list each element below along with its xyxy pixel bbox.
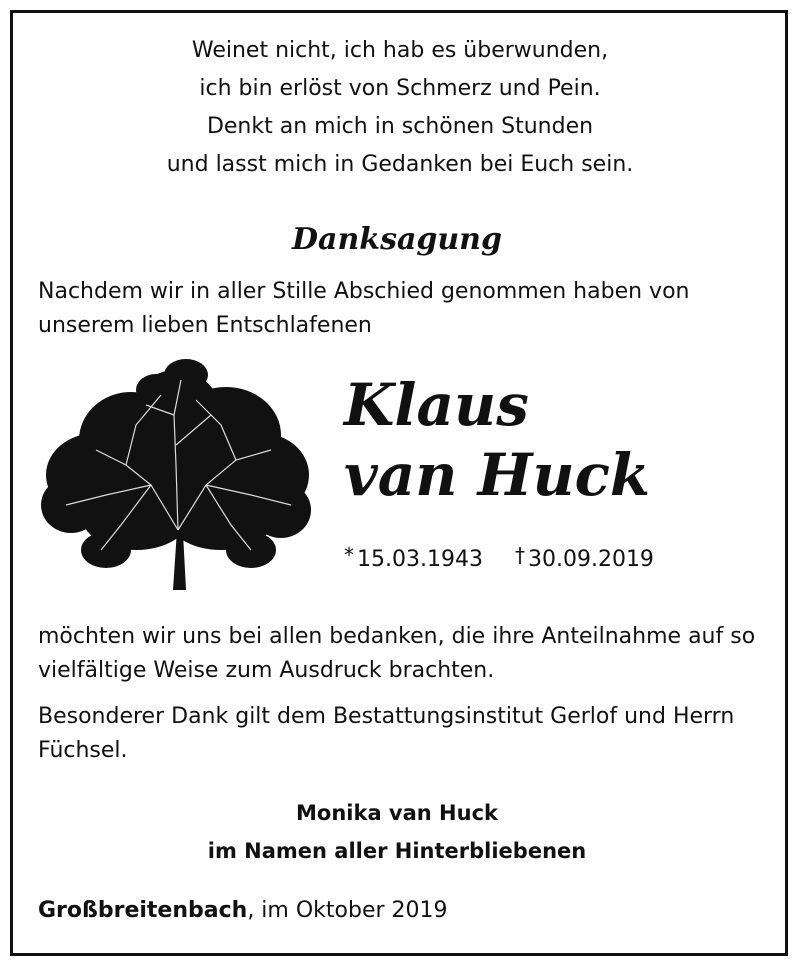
tree-silhouette-icon xyxy=(36,355,316,590)
signature xyxy=(0,794,794,870)
death-cross-icon: † xyxy=(514,543,525,567)
birth-date: 15.03.1943 xyxy=(357,547,483,572)
death-date: 30.09.2019 xyxy=(527,547,654,572)
poem-line: Denkt an mich in schönen Stunden xyxy=(206,114,594,139)
life-dates xyxy=(344,538,654,577)
signature-line: im Namen aller Hinterbliebenen xyxy=(207,839,587,863)
poem-line: und lasst mich in Gedanken bei Euch sein. xyxy=(166,152,634,177)
intro-text: Nachdem wir in aller Stille Abschied genommen haben von unserem lieben Entschlafenen xyxy=(38,279,690,338)
notice-date: , im Oktober 2019 xyxy=(247,898,448,923)
signature-name: Monika van Huck xyxy=(296,801,498,825)
poem-line: ich bin erlöst von Schmerz und Pein. xyxy=(199,76,601,101)
notice-heading: Danksagung xyxy=(292,222,502,257)
deceased-last-name: van Huck xyxy=(344,441,651,509)
poem xyxy=(0,32,800,184)
deceased-first-name: Klaus xyxy=(344,371,529,439)
place-name: Großbreitenbach xyxy=(38,898,248,923)
thanks-paragraph: möchten wir uns bei allen bedanken, die ihre Anteilnahme auf so vielfältige Weise zum Ausdruck brachten. xyxy=(38,624,756,683)
special-thanks-paragraph: Besonderer Dank gilt dem Bestattungsinstitut Gerlof und Herrn Füchsel. xyxy=(38,704,735,763)
place-date xyxy=(38,894,448,928)
birth-star-icon: * xyxy=(344,543,354,567)
poem-line: Weinet nicht, ich hab es überwunden, xyxy=(191,38,609,63)
